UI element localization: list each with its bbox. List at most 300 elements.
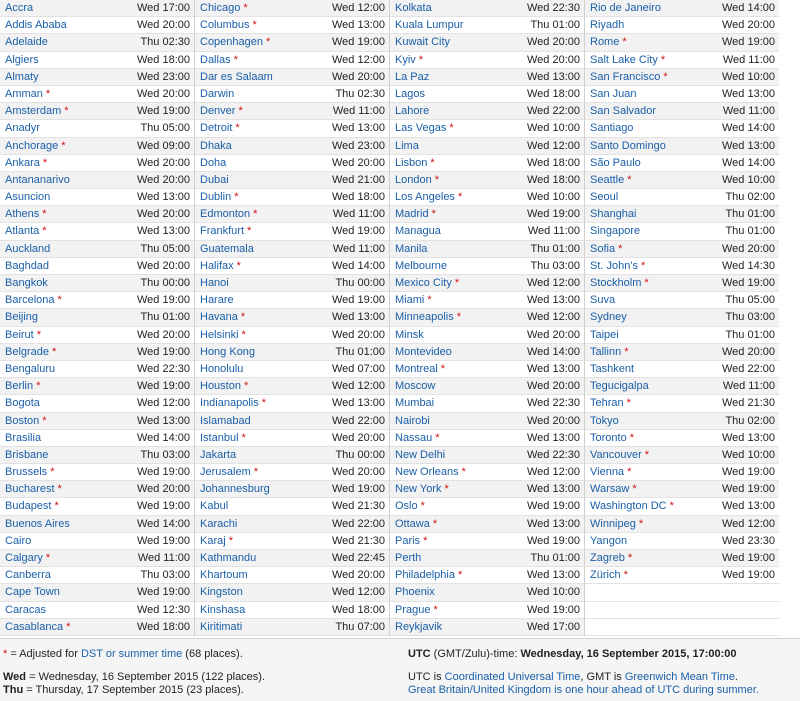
time-cell: Wed 12:30 — [136, 603, 190, 616]
city-link[interactable]: Rio de Janeiro — [590, 2, 661, 14]
table-row — [585, 344, 779, 361]
city-link[interactable]: Guatemala — [200, 242, 254, 255]
city-cell — [5, 464, 54, 480]
city-cell — [395, 120, 454, 136]
city-cell — [395, 584, 435, 600]
city-link[interactable]: Hanoi — [200, 277, 229, 289]
time-cell: Thu 01:00 — [725, 208, 775, 221]
time-cell: Wed 13:00 — [526, 517, 580, 530]
city-cell — [200, 275, 229, 291]
city-cell — [590, 395, 631, 411]
city-cell — [590, 309, 627, 325]
city-link[interactable]: Casablanca — [5, 620, 64, 633]
dst-star: * — [629, 431, 634, 444]
time-cell: Wed 19:00 — [721, 552, 775, 564]
city-link[interactable]: Dar es Salaam — [200, 70, 273, 83]
city-cell — [5, 172, 70, 188]
city-link[interactable]: Manila — [395, 242, 428, 255]
city-cell — [395, 241, 427, 257]
city-link[interactable]: San Francisco — [590, 70, 661, 83]
city-link[interactable]: San Salvador — [590, 105, 657, 118]
city-link[interactable]: Beijing — [5, 311, 39, 324]
city-link[interactable]: Frankfurt — [200, 225, 245, 238]
city-link[interactable]: Amman — [5, 87, 43, 100]
table-row — [390, 413, 584, 430]
city-link[interactable]: Boston — [5, 414, 40, 427]
time-cell: Wed 22:00 — [526, 105, 580, 118]
city-link[interactable]: Sydney — [590, 311, 627, 324]
table-row — [0, 309, 194, 326]
city-cell — [395, 447, 445, 463]
city-link[interactable]: Beirut — [5, 328, 34, 341]
city-link[interactable]: Brisbane — [5, 448, 49, 461]
city-link[interactable]: Adelaide — [5, 36, 48, 49]
city-link[interactable]: Mexico City — [395, 277, 452, 289]
city-link[interactable]: Kiritimati — [200, 620, 243, 633]
city-link[interactable]: Bogota — [5, 397, 40, 410]
city-link[interactable]: San Juan — [590, 87, 637, 100]
city-link[interactable]: Dublin — [200, 191, 232, 204]
time-cell: Wed 13:00 — [721, 431, 775, 444]
city-link[interactable]: Suva — [590, 294, 616, 307]
time-cell: Wed 12:00 — [526, 139, 580, 152]
city-link[interactable]: New Delhi — [395, 448, 446, 461]
table-row — [390, 550, 584, 567]
dst-star: * — [454, 277, 460, 289]
time-cell: Wed 18:00 — [526, 156, 580, 169]
time-cell: Wed 19:00 — [721, 36, 775, 49]
time-cell: Wed 13:00 — [526, 294, 580, 307]
city-link[interactable]: Tegucigalpa — [590, 380, 649, 393]
city-link[interactable]: Algiers — [5, 53, 39, 66]
city-cell — [5, 292, 62, 308]
city-link[interactable]: Lisbon — [395, 156, 428, 169]
city-link[interactable]: Mumbai — [395, 397, 435, 410]
time-cell: Wed 20:00 — [331, 466, 385, 479]
table-row — [195, 464, 389, 481]
city-cell — [395, 155, 435, 171]
time-cell: Wed 10:00 — [721, 448, 775, 461]
table-row — [390, 17, 584, 34]
time-cell: Wed 11:00 — [722, 380, 775, 393]
city-link[interactable]: Dallas — [200, 53, 231, 66]
time-cell: Wed 20:00 — [526, 380, 580, 393]
time-cell: Wed 20:00 — [331, 569, 385, 582]
city-link[interactable]: Buenos Aires — [5, 517, 70, 530]
city-link[interactable]: Karaj — [200, 534, 226, 547]
city-link[interactable]: Bangkok — [5, 277, 48, 289]
city-link[interactable]: Kolkata — [395, 2, 432, 14]
table-row — [0, 206, 194, 223]
city-link[interactable]: Kinshasa — [200, 603, 246, 616]
city-link[interactable]: Houston — [200, 380, 241, 393]
table-row — [0, 498, 194, 515]
city-cell — [5, 516, 70, 532]
city-link[interactable]: Auckland — [5, 242, 51, 255]
dst-star: * — [236, 259, 241, 272]
table-row — [390, 516, 584, 533]
time-cell: Wed 19:00 — [526, 534, 580, 547]
city-link[interactable]: Philadelphia — [395, 569, 455, 582]
dst-star: * — [241, 328, 246, 341]
table-row — [390, 395, 584, 412]
city-link[interactable]: Taipei — [590, 328, 619, 341]
city-cell — [200, 481, 270, 497]
city-cell — [590, 138, 666, 154]
city-cell — [200, 309, 245, 325]
city-link[interactable]: Canberra — [5, 569, 51, 582]
dst-star: * — [423, 534, 428, 547]
city-cell — [395, 52, 423, 68]
dst-star: * — [64, 105, 69, 118]
table-row — [390, 189, 584, 206]
dst-link[interactable]: DST or summer time — [80, 648, 183, 660]
city-link[interactable]: Almaty — [5, 70, 39, 83]
time-cell: Wed 19:00 — [721, 483, 775, 496]
city-link[interactable]: Helsinki — [200, 328, 239, 341]
city-link[interactable]: New Orleans — [395, 466, 459, 479]
city-link[interactable]: Baghdad — [5, 259, 50, 272]
city-link[interactable]: Shanghai — [590, 208, 637, 221]
city-link[interactable]: Dhaka — [200, 139, 232, 152]
dst-star: * — [3, 648, 8, 660]
city-link[interactable]: Tokyo — [590, 414, 619, 427]
city-link[interactable]: Copenhagen — [200, 36, 264, 49]
city-cell — [5, 533, 31, 549]
time-cell: Wed 20:00 — [136, 328, 190, 341]
city-cell — [395, 481, 449, 497]
dst-star: * — [36, 380, 41, 393]
city-link[interactable]: Nassau — [395, 431, 433, 444]
city-link[interactable]: Berlin — [5, 380, 34, 393]
dst-star: * — [42, 414, 47, 427]
city-link[interactable]: Nairobi — [395, 414, 430, 427]
city-cell — [200, 395, 266, 411]
table-row — [0, 516, 194, 533]
city-link[interactable]: Montevideo — [395, 345, 452, 358]
utc-link[interactable]: Coordinated Universal Time — [444, 670, 581, 683]
city-cell — [590, 430, 634, 446]
time-cell: Wed 20:00 — [331, 328, 385, 341]
table-row — [0, 567, 194, 584]
city-link[interactable]: Sofia — [590, 242, 616, 255]
time-cell: Wed 13:00 — [526, 70, 580, 83]
city-link[interactable]: Istanbul — [200, 431, 239, 444]
city-link[interactable]: Brasilia — [5, 431, 42, 444]
city-link[interactable]: Tashkent — [590, 362, 635, 375]
time-cell: Wed 14:00 — [721, 156, 775, 169]
table-row — [195, 138, 389, 155]
time-cell: Thu 00:00 — [335, 277, 385, 289]
table-row — [390, 464, 584, 481]
city-link[interactable]: Barcelona — [5, 294, 55, 307]
city-link[interactable]: Kuala Lumpur — [395, 19, 464, 32]
city-link[interactable]: Singapore — [590, 225, 641, 238]
city-link[interactable]: Las Vegas — [395, 122, 447, 135]
city-link[interactable]: Moscow — [395, 380, 436, 393]
dst-star: * — [57, 483, 62, 496]
city-link[interactable]: Rome — [590, 36, 620, 49]
city-link[interactable]: Melbourne — [395, 259, 447, 272]
city-link[interactable]: São Paulo — [590, 156, 641, 169]
city-link[interactable]: Edmonton — [200, 208, 251, 221]
dst-star: * — [243, 380, 249, 393]
city-link[interactable]: Tehran — [590, 397, 624, 410]
city-link[interactable]: Managua — [395, 225, 441, 238]
dst-star: * — [235, 122, 240, 135]
table-row — [195, 206, 389, 223]
city-link[interactable]: Caracas — [5, 603, 46, 616]
table-row — [195, 533, 389, 550]
city-link[interactable]: Zagreb — [590, 552, 625, 564]
time-cell: Wed 19:00 — [331, 294, 385, 307]
city-link[interactable]: Lahore — [395, 105, 430, 118]
table-row — [0, 275, 194, 292]
table-row — [0, 120, 194, 137]
city-link[interactable]: Yangon — [590, 534, 628, 547]
city-cell — [395, 206, 436, 222]
city-link[interactable]: Budapest — [5, 500, 52, 513]
time-cell: Wed 18:00 — [331, 191, 385, 204]
time-cell: Wed 13:00 — [526, 483, 580, 496]
table-row — [390, 447, 584, 464]
table-row — [195, 550, 389, 567]
time-cell: Wed 12:00 — [331, 586, 385, 599]
dst-star: * — [57, 294, 62, 307]
city-link[interactable]: Seoul — [590, 191, 619, 204]
dst-star: * — [640, 259, 646, 272]
city-link[interactable]: Denver — [200, 105, 236, 118]
dst-star: * — [233, 53, 238, 66]
table-row — [585, 361, 779, 378]
city-link[interactable]: Anchorage — [5, 139, 59, 152]
city-cell — [200, 17, 257, 33]
city-cell — [395, 172, 439, 188]
uk-summer-note[interactable]: Great Britain/United Kingdom is one hour ahead of UTC during summer. — [408, 684, 759, 696]
city-link[interactable]: Madrid — [395, 208, 429, 221]
dst-star: * — [624, 345, 629, 358]
city-link[interactable]: St. John's — [590, 259, 638, 272]
city-link[interactable]: Bengaluru — [5, 362, 56, 375]
city-link[interactable]: Riyadh — [590, 19, 625, 32]
table-row — [0, 533, 194, 550]
city-link[interactable]: Santo Domingo — [590, 139, 666, 152]
city-link[interactable]: Atlanta — [5, 225, 40, 238]
city-link[interactable]: Accra — [5, 2, 34, 14]
city-cell — [590, 0, 661, 16]
city-link[interactable]: Kingston — [200, 586, 243, 599]
time-cell: Thu 01:00 — [725, 225, 775, 238]
city-link[interactable]: Darwin — [200, 87, 235, 100]
city-link[interactable]: Toronto — [590, 431, 627, 444]
city-cell — [200, 550, 256, 566]
dst-star: * — [618, 242, 623, 255]
dst-legend: * = Adjusted for DST or summer time (68 places). — [3, 648, 243, 660]
city-cell — [590, 241, 622, 257]
table-row — [195, 69, 389, 86]
city-link[interactable]: Athens — [5, 208, 40, 221]
city-cell — [590, 378, 649, 394]
city-link[interactable]: Vienna — [590, 466, 625, 479]
city-cell — [395, 567, 462, 583]
city-link[interactable]: Asuncion — [5, 191, 51, 204]
city-link[interactable]: Johannesburg — [200, 483, 270, 496]
city-link[interactable]: Havana — [200, 311, 238, 324]
time-cell: Wed 13:00 — [721, 87, 775, 100]
table-column — [389, 0, 584, 636]
city-link[interactable]: Detroit — [200, 122, 233, 135]
legend-left — [3, 648, 393, 698]
dst-star: * — [228, 534, 233, 547]
city-link[interactable]: Minsk — [395, 328, 424, 341]
table-row — [195, 223, 389, 240]
dst-star: * — [45, 552, 51, 564]
table-row — [0, 69, 194, 86]
city-link[interactable]: Honolulu — [200, 362, 244, 375]
time-cell: Wed 19:00 — [721, 277, 775, 289]
table-row — [585, 0, 779, 17]
table-row — [585, 292, 779, 309]
city-link[interactable]: Cape Town — [5, 586, 60, 599]
table-row — [585, 223, 779, 240]
city-link[interactable]: Dubai — [200, 173, 229, 186]
city-link[interactable]: Kathmandu — [200, 552, 257, 564]
empty-row — [585, 619, 779, 636]
time-cell: Wed 14:00 — [136, 431, 190, 444]
time-cell: Wed 19:00 — [136, 586, 190, 599]
city-cell — [5, 395, 40, 411]
city-link[interactable]: Warsaw — [590, 483, 630, 496]
table-row — [195, 17, 389, 34]
city-link[interactable]: Montreal — [395, 362, 438, 375]
city-link[interactable]: Ankara — [5, 156, 40, 169]
city-link[interactable]: Ottawa — [395, 517, 430, 530]
city-link[interactable]: Indianapolis — [200, 397, 259, 410]
city-link[interactable]: Prague — [395, 603, 431, 616]
city-link[interactable]: Belgrade — [5, 345, 50, 358]
time-cell: Wed 18:00 — [526, 173, 580, 186]
city-link[interactable]: Hong Kong — [200, 345, 256, 358]
city-link[interactable]: Oslo — [395, 500, 418, 513]
city-link[interactable]: Bucharest — [5, 483, 55, 496]
city-link[interactable]: Addis Ababa — [5, 19, 67, 32]
thu-legend: Thu = Thursday, 17 September 2015 (23 places). — [3, 684, 244, 696]
table-row — [195, 309, 389, 326]
time-cell: Thu 01:00 — [140, 311, 190, 324]
city-link[interactable]: Vancouver — [590, 448, 642, 461]
city-cell — [590, 550, 632, 566]
table-row — [195, 86, 389, 103]
time-cell: Wed 12:00 — [526, 466, 580, 479]
time-cell: Wed 22:00 — [331, 414, 385, 427]
time-cell: Wed 13:00 — [721, 139, 775, 152]
city-link[interactable]: La Paz — [395, 70, 430, 83]
table-row — [585, 447, 779, 464]
city-link[interactable]: Anadyr — [5, 122, 40, 135]
city-link[interactable]: Salt Lake City — [590, 53, 658, 66]
city-link[interactable]: London — [395, 173, 432, 186]
city-link[interactable]: Brussels — [5, 466, 48, 479]
city-link[interactable]: Washington DC — [590, 500, 667, 513]
city-link[interactable]: Tallinn — [590, 345, 622, 358]
city-link[interactable]: Winnipeg — [590, 517, 636, 530]
city-link[interactable]: Perth — [395, 552, 422, 564]
city-link[interactable]: Lagos — [395, 87, 425, 100]
table-row — [390, 344, 584, 361]
city-link[interactable]: Lima — [395, 139, 419, 152]
time-cell: Wed 19:00 — [136, 294, 190, 307]
city-link[interactable]: Chicago — [200, 2, 241, 14]
table-row — [195, 258, 389, 275]
time-cell: Thu 00:00 — [335, 448, 385, 461]
city-link[interactable]: Kuwait City — [395, 36, 451, 49]
city-link[interactable]: Halifax — [200, 259, 234, 272]
city-link[interactable]: Antananarivo — [5, 173, 70, 186]
time-cell: Thu 05:00 — [140, 122, 190, 135]
city-link[interactable]: Calgary — [5, 552, 43, 564]
gmt-link[interactable]: Greenwich Mean Time — [624, 670, 735, 683]
time-cell: Wed 21:30 — [331, 500, 385, 513]
table-row — [585, 516, 779, 533]
footer-legend — [0, 638, 800, 701]
city-cell — [200, 34, 270, 50]
city-link[interactable]: Jakarta — [200, 448, 237, 461]
time-cell: Wed 13:00 — [331, 397, 385, 410]
city-link[interactable]: Stockholm — [590, 277, 642, 289]
city-link[interactable]: Seattle — [590, 173, 625, 186]
city-link[interactable]: Minneapolis — [395, 311, 454, 324]
city-link[interactable]: Santiago — [590, 122, 634, 135]
city-cell — [200, 138, 232, 154]
time-cell: Wed 11:00 — [722, 53, 775, 66]
table-row — [390, 241, 584, 258]
city-link[interactable]: Columbus — [200, 19, 250, 32]
city-cell — [5, 430, 41, 446]
city-link[interactable]: Reykjavik — [395, 620, 443, 633]
dst-star: * — [444, 483, 449, 496]
city-link[interactable]: Kabul — [200, 500, 229, 513]
city-link[interactable]: Zürich — [590, 569, 621, 582]
city-link[interactable]: Cairo — [5, 534, 32, 547]
city-link[interactable]: New York — [395, 483, 442, 496]
city-cell — [395, 223, 441, 239]
city-link[interactable]: Paris — [395, 534, 421, 547]
city-link[interactable]: Islamabad — [200, 414, 251, 427]
table-row — [0, 327, 194, 344]
city-link[interactable]: Jerusalem — [200, 466, 251, 479]
city-cell — [395, 138, 419, 154]
table-row — [0, 602, 194, 619]
table-row — [585, 309, 779, 326]
table-row — [585, 206, 779, 223]
dst-star: * — [241, 431, 246, 444]
city-link[interactable]: Miami — [395, 294, 425, 307]
city-link[interactable]: Phoenix — [395, 586, 435, 599]
table-row — [0, 172, 194, 189]
city-link[interactable]: Karachi — [200, 517, 238, 530]
city-cell — [395, 189, 462, 205]
city-link[interactable]: Khartoum — [200, 569, 248, 582]
city-link[interactable]: Doha — [200, 156, 227, 169]
table-row — [585, 86, 779, 103]
city-link[interactable]: Kyiv — [395, 53, 416, 66]
city-cell — [5, 17, 67, 33]
city-link[interactable]: Los Angeles — [395, 191, 455, 204]
time-cell: Wed 18:00 — [331, 603, 385, 616]
city-link[interactable]: Amsterdam — [5, 105, 62, 118]
city-cell — [200, 344, 255, 360]
city-link[interactable]: Harare — [200, 294, 234, 307]
